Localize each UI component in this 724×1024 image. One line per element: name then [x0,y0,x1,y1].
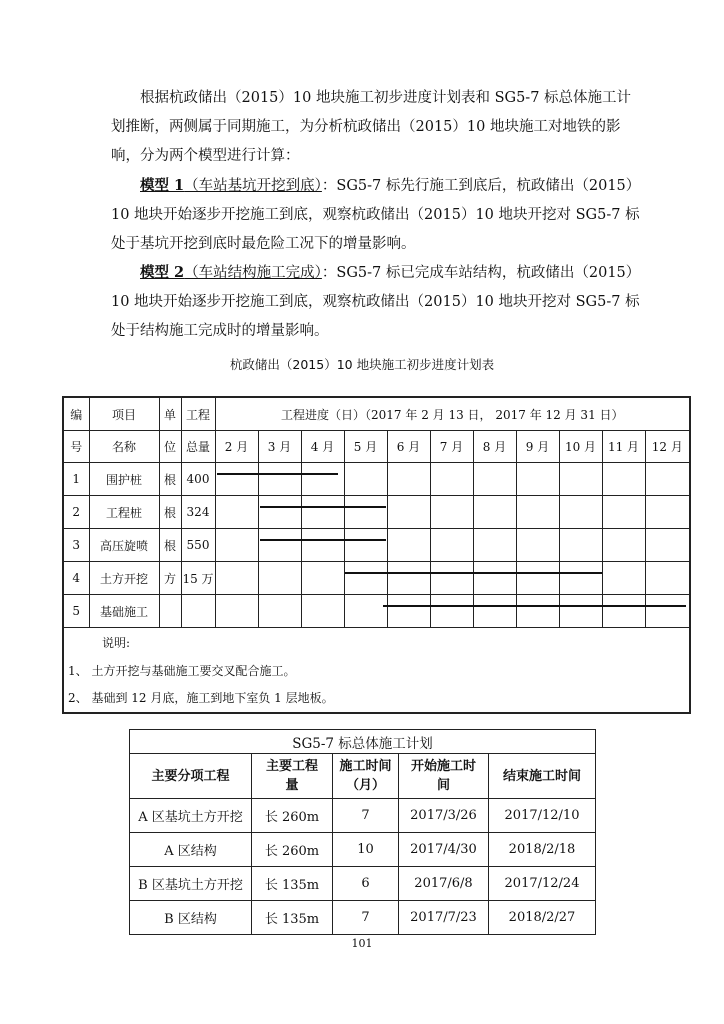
gantt-row [63,562,690,595]
sg-row: A 区基坑土方开挖 长 260m 7 2017/3/26 2017/12/10 [130,799,596,833]
model2-label: 模型 2 [140,264,185,281]
row-unit [159,595,181,628]
gantt-bar [383,605,685,607]
gantt-row [63,529,690,562]
gantt-header-progress: 工程进度（日）（2017 年 2 月 13 日， 2017 年 12 月 31 日） [215,397,690,431]
gantt-bar [345,572,602,574]
gantt-row [63,496,690,529]
row-name: 围护桩 [89,463,159,496]
note-1: 1、 土方开挖与基础施工要交叉配合施工。 [68,664,296,678]
gantt-header-item-2: 名称 [89,431,159,463]
row-unit: 方 [159,562,181,595]
gantt-bar [217,473,338,475]
sg-row: A 区结构 长 260m 10 2017/4/30 2018/2/18 [130,833,596,867]
model1-line1-rest: ：SG5-7 标先行施工到底后，杭政储出（2015） [321,178,641,194]
gantt-caption: 杭政储出（2015）10 地块施工初步进度计划表 [229,357,495,372]
intro-line-3: 响，分为两个模型进行计算： [111,148,300,164]
intro-line-2: 划推断，两侧属于同期施工，为分析杭政储出（2015）10 地块施工对地铁的影 [111,119,621,135]
sg-header-end: 结束施工时间 [489,754,596,799]
gantt-header-unit-2: 位 [159,431,181,463]
row-unit: 根 [159,529,181,562]
sg-header-months: 施工时间 （月） [333,754,399,799]
month-header: 6 月 [387,431,430,463]
month-header: 11 月 [602,431,645,463]
gantt-header-no-2: 号 [63,431,89,463]
row-name: 基础施工 [89,595,159,628]
gantt-header-unit-1: 单 [159,397,181,431]
model2-sub: （车站结构施工完成） [184,265,322,281]
intro-paragraph [111,84,632,171]
row-qty: 15 万 [181,562,215,595]
model1-label: 模型 1 [140,177,185,194]
row-no: 4 [63,562,89,595]
month-header: 2 月 [215,431,258,463]
row-qty [181,595,215,628]
row-qty: 400 [181,463,215,496]
gantt-row [63,463,690,496]
row-unit: 根 [159,463,181,496]
month-header: 3 月 [258,431,301,463]
gantt-header-qty-2: 总量 [181,431,215,463]
gantt-bar [260,506,385,508]
sg-title: SG5-7 标总体施工计划 [130,730,596,754]
model2-line-2: 10 地块开始逐步开挖施工到底，观察杭政储出（2015）10 地块开挖对 SG5-7 标 [111,294,640,310]
row-unit: 根 [159,496,181,529]
notes-title: 说明: [102,636,131,650]
model2-line-3: 处于结构施工完成时的增量影响。 [111,323,329,339]
sg-plan-table [129,729,596,935]
row-name: 工程桩 [89,496,159,529]
month-header: 7 月 [430,431,473,463]
month-header: 12 月 [645,431,690,463]
row-no: 3 [63,529,89,562]
gantt-header-no-1: 编 [63,397,89,431]
model2-line1-rest: ：SG5-7 标已完成车站结构，杭政储出（2015） [321,265,641,281]
note-2: 2、 基础到 12 月底，施工到地下室负 1 层地板。 [68,691,334,705]
row-name: 土方开挖 [89,562,159,595]
model1-paragraph [111,171,641,259]
row-qty: 324 [181,496,215,529]
row-no: 1 [63,463,89,496]
gantt-header-item-1: 项目 [89,397,159,431]
month-header: 10 月 [559,431,602,463]
model2-line-1 [111,258,641,288]
model2-paragraph [111,258,641,346]
row-qty: 550 [181,529,215,562]
model1-sub: （车站基坑开挖到底） [184,178,322,194]
gantt-bar [260,539,385,541]
row-name: 高压旋喷 [89,529,159,562]
month-header: 8 月 [473,431,516,463]
row-no: 2 [63,496,89,529]
gantt-row [63,595,690,628]
sg-header-qty: 主要工程 量 [252,754,333,799]
gantt-header-qty-1: 工程 [181,397,215,431]
intro-line-1: 根据杭政储出（2015）10 地块施工初步进度计划表和 SG5-7 标总体施工计 [140,90,632,106]
model1-line-1 [111,171,641,201]
model1-line-3: 处于基坑开挖到底时最危险工况下的增量影响。 [111,236,416,252]
sg-row: B 区结构 长 135m 7 2017/7/23 2018/2/27 [130,901,596,935]
sg-header-start: 开始施工时 间 [399,754,489,799]
model1-line-2: 10 地块开始逐步开挖施工到底，观察杭政储出（2015）10 地块开挖对 SG5-7 标 [111,207,640,223]
sg-row: B 区基坑土方开挖 长 135m 6 2017/6/8 2017/12/24 [130,867,596,901]
row-no: 5 [63,595,89,628]
sg-header-item: 主要分项工程 [130,754,252,799]
page-number: 101 [351,937,373,950]
month-header: 9 月 [516,431,559,463]
month-header: 4 月 [301,431,344,463]
month-header: 5 月 [344,431,387,463]
